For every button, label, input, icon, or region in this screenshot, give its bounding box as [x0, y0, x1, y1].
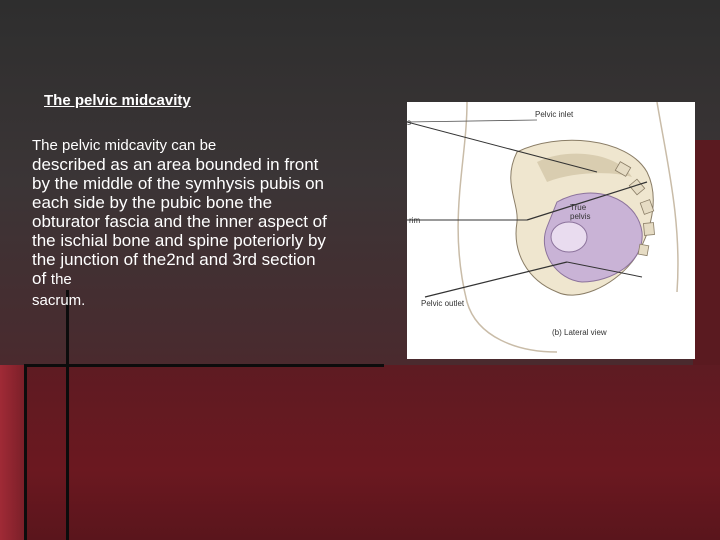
- pelvis-lateral-figure: [407, 102, 695, 359]
- figure-caption: (b) Lateral view: [552, 328, 607, 337]
- slide-body-text: [32, 136, 332, 310]
- body-paragraph: described as an area bounded in front by the middle of the symhysis pubis on each side by the pubic bone the obturator fascia and the inner aspect of the ischial bone and spine poteriorly by the junction of the2nd and 3rd section of: [32, 155, 327, 288]
- label-pelvic-inlet: Pelvic inlet: [535, 110, 574, 119]
- body-first-line: The pelvic midcavity can be: [32, 137, 217, 154]
- body-word-the: the: [50, 271, 72, 288]
- slide-bottom-band: [0, 365, 720, 540]
- frame-line-bottom: [24, 364, 384, 367]
- label-s: s: [407, 118, 411, 127]
- slide-right-accent: [693, 140, 720, 365]
- frame-line-left-outer: [24, 364, 27, 540]
- label-pelvic-outlet: Pelvic outlet: [421, 299, 465, 308]
- pelvis-illustration: [407, 102, 695, 359]
- body-last-line: sacrum.: [32, 292, 86, 309]
- slide-left-accent: [0, 365, 25, 540]
- slide-title: The pelvic midcavity: [44, 92, 191, 109]
- frame-line-left: [66, 290, 69, 540]
- label-true-pelvis: True pelvis: [570, 203, 591, 221]
- label-brim: rim: [409, 216, 421, 225]
